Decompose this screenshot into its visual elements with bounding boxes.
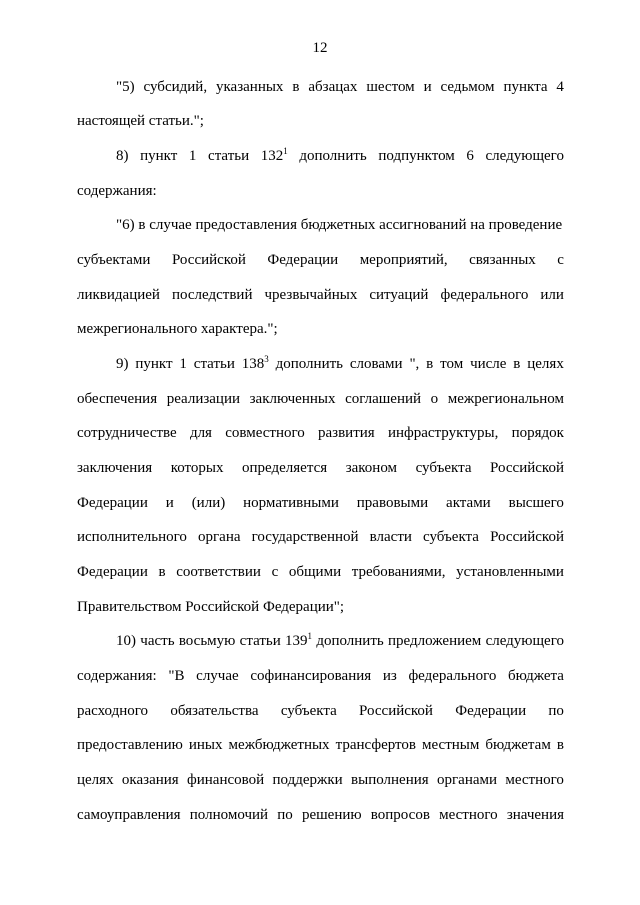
text-line-13: Федерации и (или) нормативными правовыми актами высшего — [77, 495, 564, 511]
text-line-22: самоуправления полномочий по решению вопросов местного значения — [77, 807, 564, 823]
text-line-2: настоящей статьи."; — [77, 113, 204, 129]
superscript: 3 — [264, 354, 269, 364]
superscript: 1 — [283, 146, 288, 156]
text-line-17: 10) часть восьмую статьи $139^1$ дополнить предложением следующего — [116, 631, 564, 649]
text-line-19: расходного обязательства субъекта Российской Федерации по — [77, 703, 564, 719]
text-line-10: обеспечения реализации заключенных соглашений о межрегиональном — [77, 391, 564, 407]
text-line-18: содержания: "В случае софинансирования из федерального бюджета — [77, 668, 564, 684]
text-line-7: ликвидацией последствий чрезвычайных ситуаций федерального или — [77, 287, 564, 303]
text-line-12: заключения которых определяется законом субъекта Российской — [77, 460, 564, 476]
superscript: 1 — [307, 631, 313, 641]
text-line-4: содержания: — [77, 183, 157, 199]
text-line-20: предоставлению иных межбюджетных трансфертов местным бюджетам в — [77, 737, 564, 753]
text-line-1: "5) субсидий, указанных в абзацах шестом и седьмом пункта 4 — [116, 79, 564, 95]
text-line-6: субъектами Российской Федерации мероприятий, связанных с — [77, 252, 564, 268]
text-line-14: исполнительного органа государственной власти субъекта Российской — [77, 529, 564, 545]
page-number: 12 — [312, 40, 328, 56]
text-line-21: целях оказания финансовой поддержки выполнения органами местного — [77, 772, 564, 788]
text-line-9: 9) пункт 1 статьи $138^3$ дополнить словами ", в том числе в целях — [116, 354, 564, 372]
text-line-8: межрегионального характера."; — [77, 321, 278, 337]
text-line-15: Федерации в соответствии с общими требованиями, установленными — [77, 564, 564, 580]
text-line-5: "6) в случае предоставления бюджетных ассигнований на проведение — [116, 217, 563, 233]
text-line-11: сотрудничестве для совместного развития инфраструктуры, порядок — [77, 425, 564, 441]
text-line-3: 8) пункт 1 статьи $132^1$ дополнить подпунктом 6 следующего — [116, 146, 564, 164]
text-line-16: Правительством Российской Федерации"; — [77, 599, 345, 615]
